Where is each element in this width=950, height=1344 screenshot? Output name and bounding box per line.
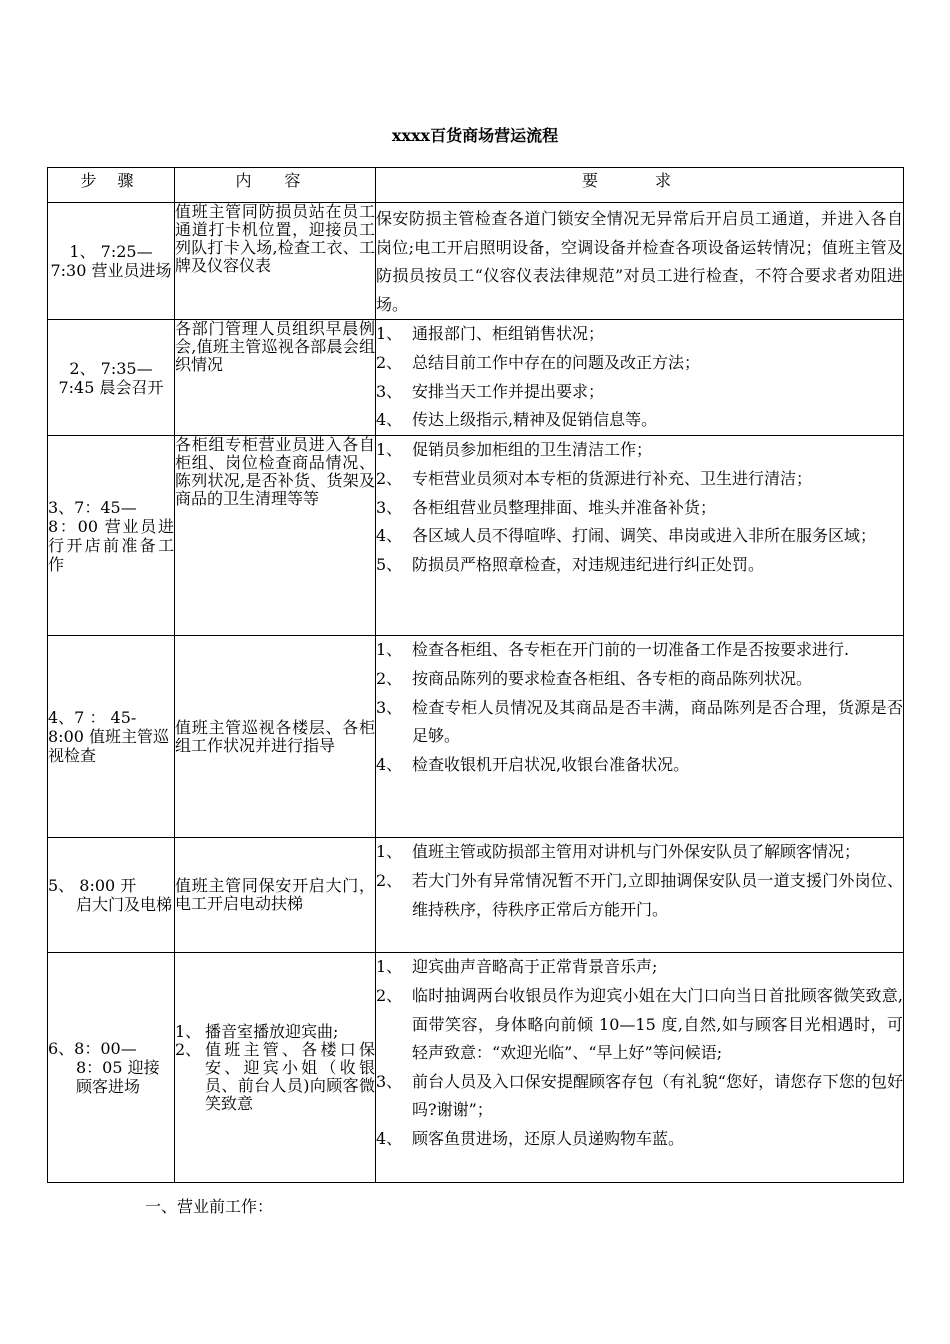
step-cell [48,436,175,636]
table-row [48,436,904,636]
step-cell [48,953,175,1183]
header-step: 步 骤 [48,168,175,203]
operations-flow-table [47,167,904,1183]
item-text: 顾客鱼贯进场，还原人员递购物车蓝。 [412,1128,685,1148]
list-item [376,465,903,494]
step-time: 6、8：00— [48,1039,137,1059]
list-item [376,694,903,751]
item-text: 防损员严格照章检查，对违规违纪进行纠正处罚。 [412,554,765,574]
step-title: 7:30 营业员进场 [50,261,172,281]
item-number: 3、 [376,697,403,717]
list-item [376,867,903,924]
item-text: 各区域人员不得喧哗、打闹、调笑、串岗或进入非所在服务区域； [412,526,877,546]
item-number: 2、 [376,668,403,688]
table-row [48,636,904,838]
item-number: 1、 [376,957,403,977]
item-text: 迎宾曲声音略高于正常背景音乐声; [412,957,658,977]
content-list [175,1023,375,1113]
item-number: 4、 [376,410,403,430]
item-text: 值班主管、各楼口保安、迎宾小姐（收银员、前台人员)向顾客微笑致意 [205,1039,375,1113]
list-item [376,522,903,551]
item-text: 前台人员及入口保安提醒顾客存包（有礼貌“您好，请您存下您的包好吗?谢谢”； [412,1071,903,1120]
item-number: 2、 [175,1039,202,1059]
list-item [376,838,903,867]
item-number: 1、 [175,1021,202,1041]
step-time: 1、 7:25— [69,242,153,262]
item-number: 3、 [376,381,403,401]
list-item [376,406,903,435]
list-item [376,665,903,694]
list-item [175,1041,375,1113]
requirement-cell [376,436,904,636]
header-content: 内 容 [175,168,376,203]
requirement-cell [376,203,904,320]
content-cell: 各部门管理人员组织早晨例会,值班主管巡视各部晨会组织情况 [175,320,376,436]
item-number: 5、 [376,554,403,574]
item-number: 4、 [376,754,403,774]
list-item [376,636,903,665]
content-cell: 值班主管同防损员站在员工通道打卡机位置，迎接员工列队打卡入场,检查工衣、工牌及仪容仪表 [175,203,376,320]
item-text: 按商品陈列的要求检查各柜组、各专柜的商品陈列状况。 [412,668,813,688]
list-item [376,320,903,349]
item-number: 2、 [376,870,403,890]
item-number: 4、 [376,1128,403,1148]
item-text: 促销员参加柜组的卫生清洁工作； [412,440,653,460]
section-heading: 一、营业前工作： [145,1197,274,1216]
content-cell: 各柜组专柜营业员进入各自柜组、岗位检查商品情况、陈列状况,是否补货、货架及商品的卫生清理等等 [175,436,376,636]
item-text: 各柜组营业员整理排面、堆头并准备补货； [412,497,717,517]
item-number: 3、 [376,1071,403,1091]
item-text: 若大门外有异常情况暂不开门,立即抽调保安队员一道支援门外岗位、维持秩序，待秩序正常后方能开门。 [412,870,903,919]
list-item [376,953,903,982]
item-number: 1、 [376,324,403,344]
step-cell [48,838,175,953]
item-text: 检查各柜组、各专柜在开门前的一切准备工作是否按要求进行. [412,640,850,660]
document-title: xxxx百货商场营运流程 [391,126,559,145]
step-title: 8:00 值班主管巡视检查 [48,727,170,766]
list-item [376,751,903,780]
requirement-cell [376,636,904,838]
item-text: 检查收银机开启状况,收银台准备状况。 [412,754,690,774]
item-text: 值班主管或防损部主管用对讲机与门外保安队员了解顾客情况； [412,842,861,862]
item-number: 2、 [376,352,403,372]
table-row [48,953,904,1183]
step-time: 2、 7:35— [69,358,153,378]
list-item [376,1068,903,1125]
step-title: 8：05 迎接顾客进场 [76,1058,160,1097]
list-item [376,982,903,1068]
step-title: 启大门及电梯 [76,895,173,915]
table-row [48,320,904,436]
item-number: 2、 [376,985,403,1005]
item-text: 临时抽调两台收银员作为迎宾小姐在大门口向当日首批顾客微笑致意,面带笑容，身体略向前倾 10—15 度,自然,如与顾客目光相遇时，可轻声致意：“欢迎光临”、“早上好”等问候语; [412,985,903,1063]
step-time: 5、 8:00 开 [48,876,137,896]
content-text: 值班主管巡视各楼层、各柜组工作状况并进行指导 [175,717,375,755]
item-number: 3、 [376,497,403,517]
item-number: 2、 [376,468,403,488]
item-number: 1、 [376,640,403,660]
item-text: 安排当天工作并提出要求； [412,381,605,401]
item-text: 通报部门、柜组销售状况； [412,324,605,344]
content-text: 值班主管同保安开启大门，电工开启电动扶梯 [175,876,375,914]
step-cell [48,320,175,436]
step-cell [48,636,175,838]
table-header-row [48,168,904,203]
step-time: 3、7：45— [48,497,137,517]
item-text: 检查专柜人员情况及其商品是否丰满，商品陈列是否合理，货源是否足够。 [412,697,903,746]
item-number: 4、 [376,526,403,546]
item-text: 总结目前工作中存在的问题及改正方法； [412,352,701,372]
header-requirement: 要 求 [376,168,904,203]
list-item [376,349,903,378]
step-title: 8：00 营业员进行开店前准备工作 [48,516,174,574]
requirement-cell [376,838,904,953]
step-title: 7:45 晨会召开 [58,377,164,397]
item-text: 专柜营业员须对本专柜的货源进行补充、卫生进行清洁； [412,468,813,488]
requirement-text: 保安防损主管检查各道门锁安全情况无异常后开启员工通道，并进入各自岗位;电工开启照明设备，空调设备并检查各项设备运转情况；值班主管及防损员按员工“仪容仪表法律规范”对员工进行检查，不符合要求者劝阻进场。 [376,209,903,314]
requirement-cell [376,953,904,1183]
list-item [376,378,903,407]
content-cell [175,636,376,838]
content-cell [175,953,376,1183]
requirement-cell [376,320,904,436]
item-text: 播音室播放迎宾曲; [205,1021,339,1041]
item-number: 1、 [376,842,403,862]
list-item [376,494,903,523]
table-row [48,838,904,953]
item-number: 1、 [376,440,403,460]
step-time: 4、7 ： 45- [48,708,137,728]
list-item [175,1023,375,1041]
table-row [48,203,904,320]
item-text: 传达上级指示,精神及促销信息等。 [412,410,658,430]
list-item [376,551,903,580]
step-cell [48,203,175,320]
content-cell [175,838,376,953]
list-item [376,1125,903,1154]
list-item [376,436,903,465]
